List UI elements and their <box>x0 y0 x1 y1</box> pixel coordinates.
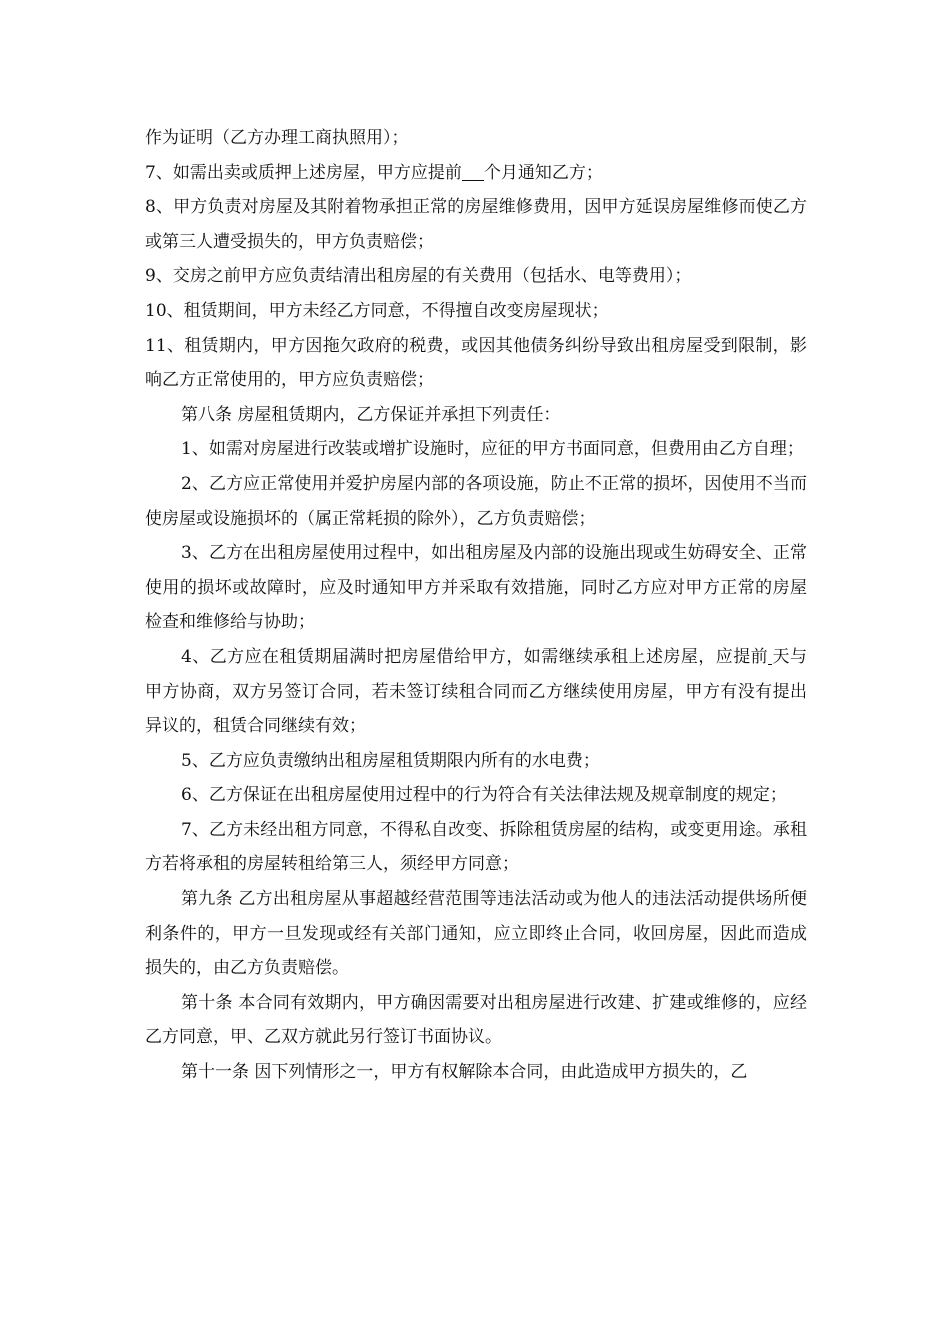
paragraph-3 <box>145 190 807 259</box>
paragraph-text-after-blank: 个月通知乙方； <box>483 162 603 183</box>
article-9 <box>145 882 807 986</box>
paragraph-text-before-blank: 7、如需出卖或质押上述房屋，甲方应提前 <box>145 162 462 183</box>
document-body <box>145 121 807 1090</box>
paragraph-11 <box>145 640 807 744</box>
fill-in-blank <box>462 163 484 181</box>
paragraph-text-after-blank: 天与甲方协商，双方另签订合同，若未签订续租合同而乙方继续使用房屋，甲方有没有提出异议的，租赁合同继续有效； <box>145 646 807 737</box>
paragraph-text-before-blank: 4、乙方应在租赁期届满时把房屋借给甲方，如需继续承租上述房屋，应提前 <box>181 646 769 667</box>
paragraph-text: 第十一条 因下列情形之一，甲方有权解除本合同，由此造成甲方损失的，乙 <box>181 1062 748 1083</box>
paragraph-text: 11、租赁期内，甲方因拖欠政府的税费，或因其他债务纠纷导致出租房屋受到限制，影响乙方正常使用的，甲方应负责赔偿； <box>145 335 807 391</box>
paragraph-text: 6、乙方保证在出租房屋使用过程中的行为符合有关法律法规及规章制度的规定； <box>181 785 787 806</box>
article-8-heading <box>145 398 807 433</box>
paragraph-4 <box>145 259 807 294</box>
article-10 <box>145 986 807 1055</box>
paragraph-text: 1、如需对房屋进行改装或增扩设施时，应征的甲方书面同意，但费用由乙方自理； <box>181 439 804 460</box>
paragraph-text: 3、乙方在出租房屋使用过程中，如出租房屋及内部的设施出现或生妨碍安全、正常使用的损坏或故障时，应及时通知甲方并采取有效措施，同时乙方应对甲方正常的房屋检查和维修给与协助； <box>145 543 807 633</box>
paragraph-text: 第九条 乙方出租房屋从事超越经营范围等违法活动或为他人的违法活动提供场所便利条件的，甲方一旦发现或经有关部门通知，应立即终止合同，收回房屋，因此而造成损失的，由乙方负责赔偿。 <box>145 889 807 979</box>
paragraph-text: 5、乙方应负责缴纳出租房屋租赁期限内所有的水电费； <box>181 750 600 771</box>
paragraph-5 <box>145 294 807 329</box>
paragraph-text: 10、租赁期间，甲方未经乙方同意，不得擅自改变房屋现状； <box>145 300 609 321</box>
paragraph-13 <box>145 778 807 813</box>
paragraph-12 <box>145 744 807 779</box>
paragraph-text: 作为证明（乙方办理工商执照用）； <box>145 128 409 148</box>
paragraph-text: 7、乙方未经出租方同意，不得私自改变、拆除租赁房屋的结构，或变更用途。承租方若将承租的房屋转租给第三人，须经甲方同意； <box>145 819 807 875</box>
paragraph-2 <box>145 156 807 191</box>
paragraph-1 <box>145 121 807 156</box>
paragraph-text: 9、交房之前甲方应负责结清出租房屋的有关费用（包括水、电等费用）； <box>145 266 692 287</box>
paragraph-text: 2、乙方应正常使用并爱护房屋内部的各项设施，防止不正常的损坏，因使用不当而使房屋或设施损坏的（属正常耗损的除外），乙方负责赔偿； <box>145 473 807 529</box>
paragraph-10 <box>145 536 807 640</box>
paragraph-8 <box>145 432 807 467</box>
paragraph-text: 8、甲方负责对房屋及其附着物承担正常的房屋维修费用，因甲方延误房屋维修而使乙方或第三人遭受损失的，甲方负责赔偿； <box>145 197 807 252</box>
paragraph-9 <box>145 467 807 536</box>
paragraph-text: 第八条 房屋租赁期内，乙方保证并承担下列责任： <box>181 404 561 425</box>
paragraph-14 <box>145 813 807 882</box>
paragraph-6 <box>145 329 807 398</box>
article-11 <box>145 1055 807 1090</box>
paragraph-text: 第十条 本合同有效期内，甲方确因需要对出租房屋进行改建、扩建或维修的，应经乙方同意，甲、乙双方就此另行签订书面协议。 <box>145 992 807 1048</box>
